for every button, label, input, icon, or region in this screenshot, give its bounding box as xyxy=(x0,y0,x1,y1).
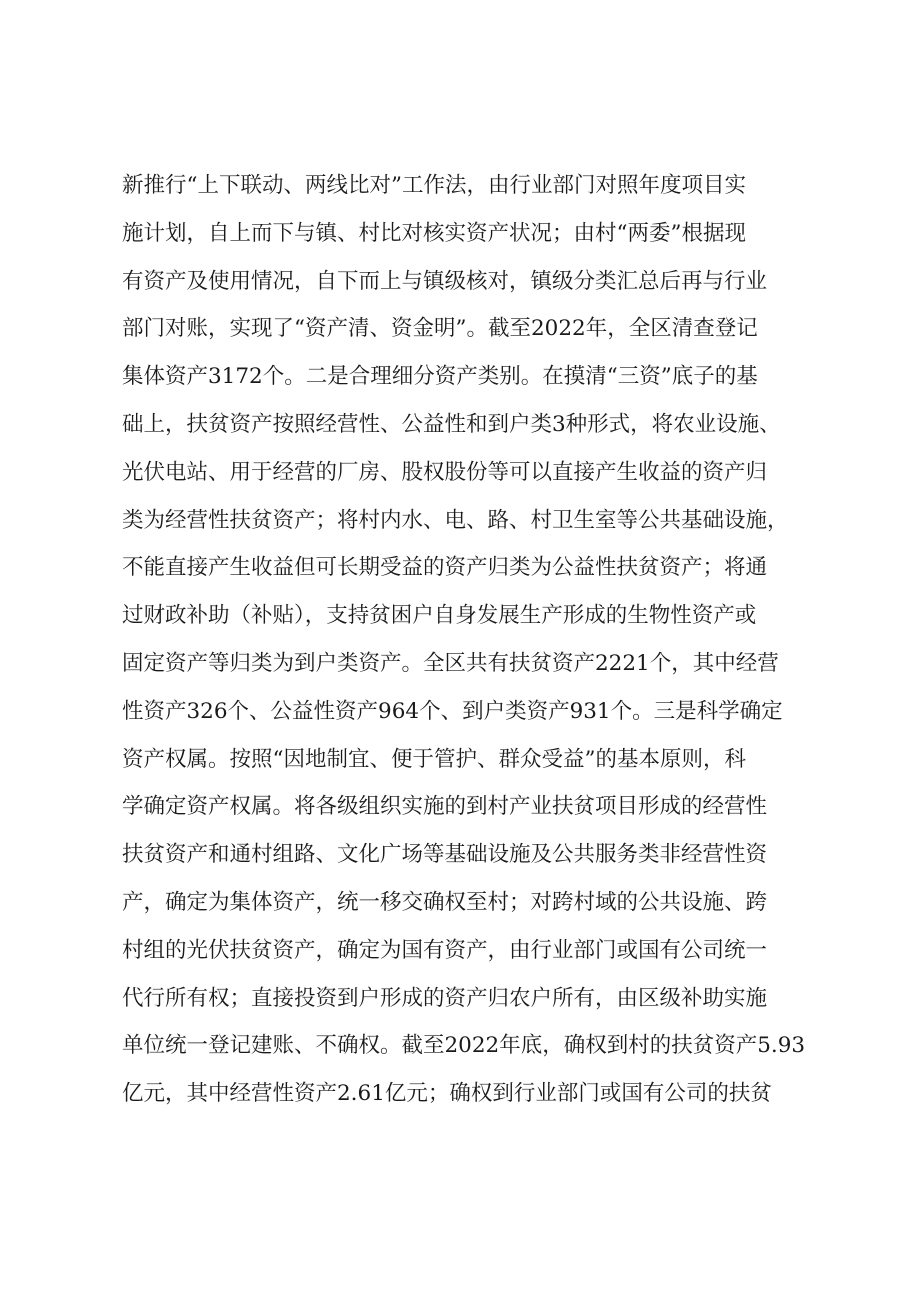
text-line: 代行所有权；直接投资到户形成的资产归农户所有，由区级补助实施 xyxy=(122,985,768,1011)
text-line: 施计划，自上而下与镇、村比对核实资产状况；由村“两委”根据现 xyxy=(122,220,746,246)
text-line: 亿元，其中经营性资产2.61亿元；确权到行业部门或国有公司的扶贫 xyxy=(122,1081,772,1107)
text-line: 学确定资产权属。将各级组织实施的到村产业扶贫项目形成的经营性 xyxy=(122,794,768,820)
text-line: 不能直接产生收益但可长期受益的资产归类为公益性扶贫资产；将通 xyxy=(122,555,768,581)
text-line: 扶贫资产和通村组路、文化广场等基础设施及公共服务类非经营性资 xyxy=(122,842,768,868)
text-line: 光伏电站、用于经营的厂房、股权股份等可以直接产生收益的资产归 xyxy=(122,459,768,485)
text-line: 础上，扶贫资产按照经营性、公益性和到户类3种形式，将农业设施、 xyxy=(122,411,781,437)
text-line: 产，确定为集体资产，统一移交确权至村；对跨村域的公共设施、跨 xyxy=(122,889,768,915)
text-line: 性资产326个、公益性资产964个、到户类资产931个。三是科学确定 xyxy=(122,698,783,724)
text-line: 村组的光伏扶贫资产，确定为国有资产，由行业部门或国有公司统一 xyxy=(122,937,768,963)
text-line: 集体资产3172个。二是合理细分资产类别。在摸清“三资”底子的基 xyxy=(122,364,758,390)
text-line: 类为经营性扶贫资产；将村内水、电、路、村卫生室等公共基础设施， xyxy=(122,507,789,533)
text-line: 资产权属。按照“因地制宜、便于管护、群众受益”的基本原则，科 xyxy=(122,746,746,772)
text-line: 有资产及使用情况，自下而上与镇级核对，镇级分类汇总后再与行业 xyxy=(122,268,768,294)
text-line: 部门对账，实现了“资产清、资金明”。截至2022年，全区清查登记 xyxy=(122,316,758,342)
text-line: 过财政补助（补贴），支持贫困户自身发展生产形成的生物性资产或 xyxy=(122,603,757,629)
text-line: 新推行“上下联动、两线比对”工作法，由行业部门对照年度项目实 xyxy=(122,173,746,198)
text-line: 单位统一登记建账、不确权。截至2022年底，确权到村的扶贫资产5.93 xyxy=(122,1033,806,1059)
body-text xyxy=(122,162,822,1118)
text-line: 固定资产等归类为到户类资产。全区共有扶贫资产2221个，其中经营 xyxy=(122,650,779,676)
